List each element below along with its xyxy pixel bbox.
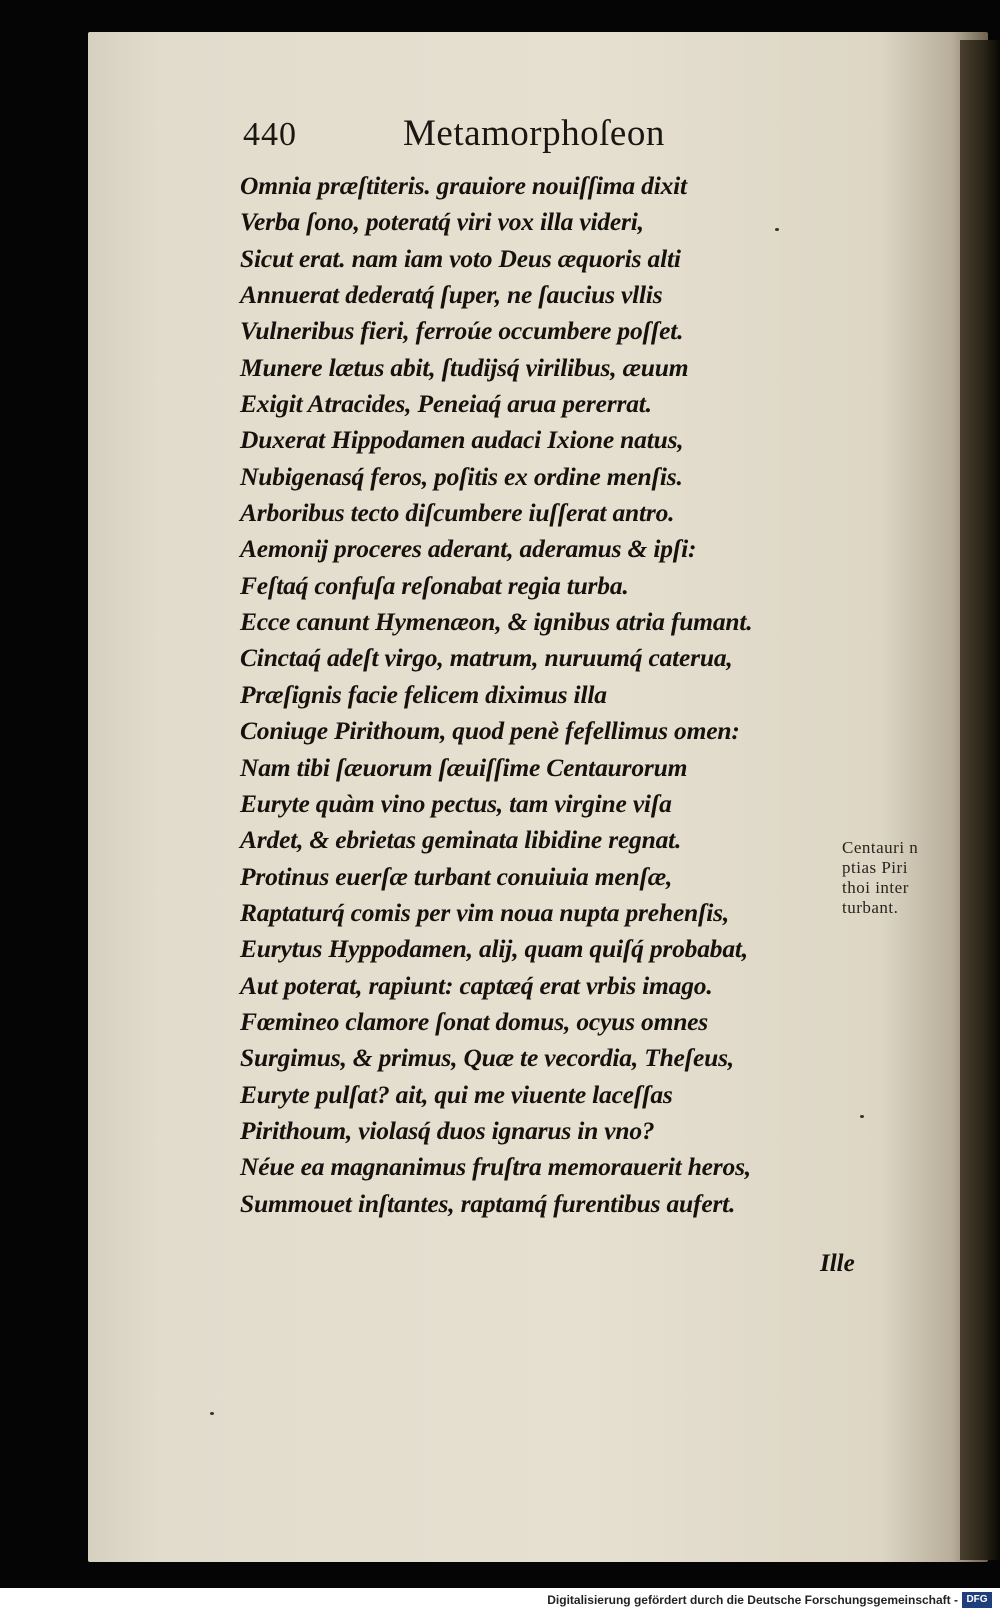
verse-line: Munere lætus abit, ſtudijsq́ virilibus, æuum bbox=[240, 352, 689, 382]
marginal-note-line: thoi inter bbox=[842, 878, 909, 897]
page-number: 440 bbox=[243, 116, 297, 153]
verse-line: Ardet, & ebrietas geminata libidine regnat. bbox=[240, 825, 682, 855]
marginal-note-line: Centauri n bbox=[842, 838, 919, 857]
marginal-note bbox=[842, 838, 968, 918]
verse-line: Néue ea magnanimus fruſtra memorauerit heros, bbox=[240, 1152, 751, 1182]
running-title: Metamorphoſeon bbox=[403, 113, 665, 154]
catchword: Ille bbox=[820, 1250, 855, 1277]
verse-line: Cinctaq́ adeſt virgo, matrum, nuruumq́ caterua, bbox=[240, 643, 733, 673]
marginal-note-line: turbant. bbox=[842, 898, 899, 917]
ink-speck bbox=[860, 1115, 864, 1118]
verse-line: Surgimus, & primus, Quæ te vecordia, Theſeus, bbox=[240, 1043, 734, 1073]
verse-line: Euryte quàm vino pectus, tam virgine viſa bbox=[240, 788, 672, 818]
verse-line: Feſtaq́ confuſa reſonabat regia turba. bbox=[240, 570, 629, 600]
verse-line: Protinus euerſæ turbant conuiuia menſæ, bbox=[240, 861, 673, 891]
verse-line: Ecce canunt Hymenæon, & ignibus atria fumant. bbox=[240, 607, 753, 637]
verse-line: Fœmineo clamore ſonat domus, ocyus omnes bbox=[240, 1006, 709, 1036]
page-gutter-shadow bbox=[960, 40, 1000, 1560]
marginal-note-line: ptias Piri bbox=[842, 858, 908, 877]
verse-line: Nubigenasq́ feros, poſitis ex ordine menſis. bbox=[240, 461, 683, 491]
verse-line: Annuerat dederatq́ ſuper, ne ſaucius vllis bbox=[240, 280, 663, 310]
verse-line: Vulneribus fieri, ferroúe occumbere poſſet. bbox=[240, 316, 684, 346]
ink-speck bbox=[210, 1412, 214, 1415]
verse-line: Euryte pulſat? ait, qui me viuente laceſſas bbox=[240, 1079, 673, 1109]
verse-text bbox=[240, 168, 840, 1222]
verse-line: Coniuge Pirithoum, quod penè fefellimus omen: bbox=[240, 716, 740, 746]
verse-line: Verba ſono, poteratq́ viri vox illa videri, bbox=[240, 207, 644, 237]
verse-line: Exigit Atracides, Peneiaq́ arua pererrat. bbox=[240, 389, 652, 419]
verse-line: Pirithoum, violasq́ duos ignarus in vno? bbox=[240, 1115, 655, 1145]
verse-line: Summouet inſtantes, raptamq́ furentibus aufert. bbox=[240, 1188, 736, 1218]
dfg-logo-icon: DFG bbox=[962, 1592, 992, 1608]
digitization-credit: Digitalisierung gefördert durch die Deutsche Forschungsgemeinschaft - bbox=[547, 1593, 958, 1607]
verse-line: Aut poterat, rapiunt: captæq́ erat vrbis imago. bbox=[240, 970, 713, 1000]
verse-line: Raptaturq́ comis per vim noua nupta prehenſis, bbox=[240, 897, 730, 927]
verse-line: Aemonij proceres aderant, aderamus & ipſi: bbox=[240, 534, 697, 564]
ink-speck bbox=[775, 228, 779, 231]
verse-line: Duxerat Hippodamen audaci Ixione natus, bbox=[240, 425, 684, 455]
verse-line: Omnia præſtiteris. grauiore nouiſſima dixit bbox=[240, 171, 687, 200]
verse-line: Nam tibi ſæuorum ſæuiſſime Centaurorum bbox=[240, 752, 688, 782]
page-header bbox=[243, 112, 843, 160]
verse-line: Præſignis facie felicem diximus illa bbox=[240, 679, 607, 709]
verse-line: Sicut erat. nam iam voto Deus æquoris alti bbox=[240, 243, 681, 273]
verse-line: Eurytus Hyppodamen, alij, quam quiſq́ probabat, bbox=[240, 934, 748, 964]
verse-line: Arboribus tecto diſcumbere iuſſerat antro. bbox=[240, 498, 675, 528]
